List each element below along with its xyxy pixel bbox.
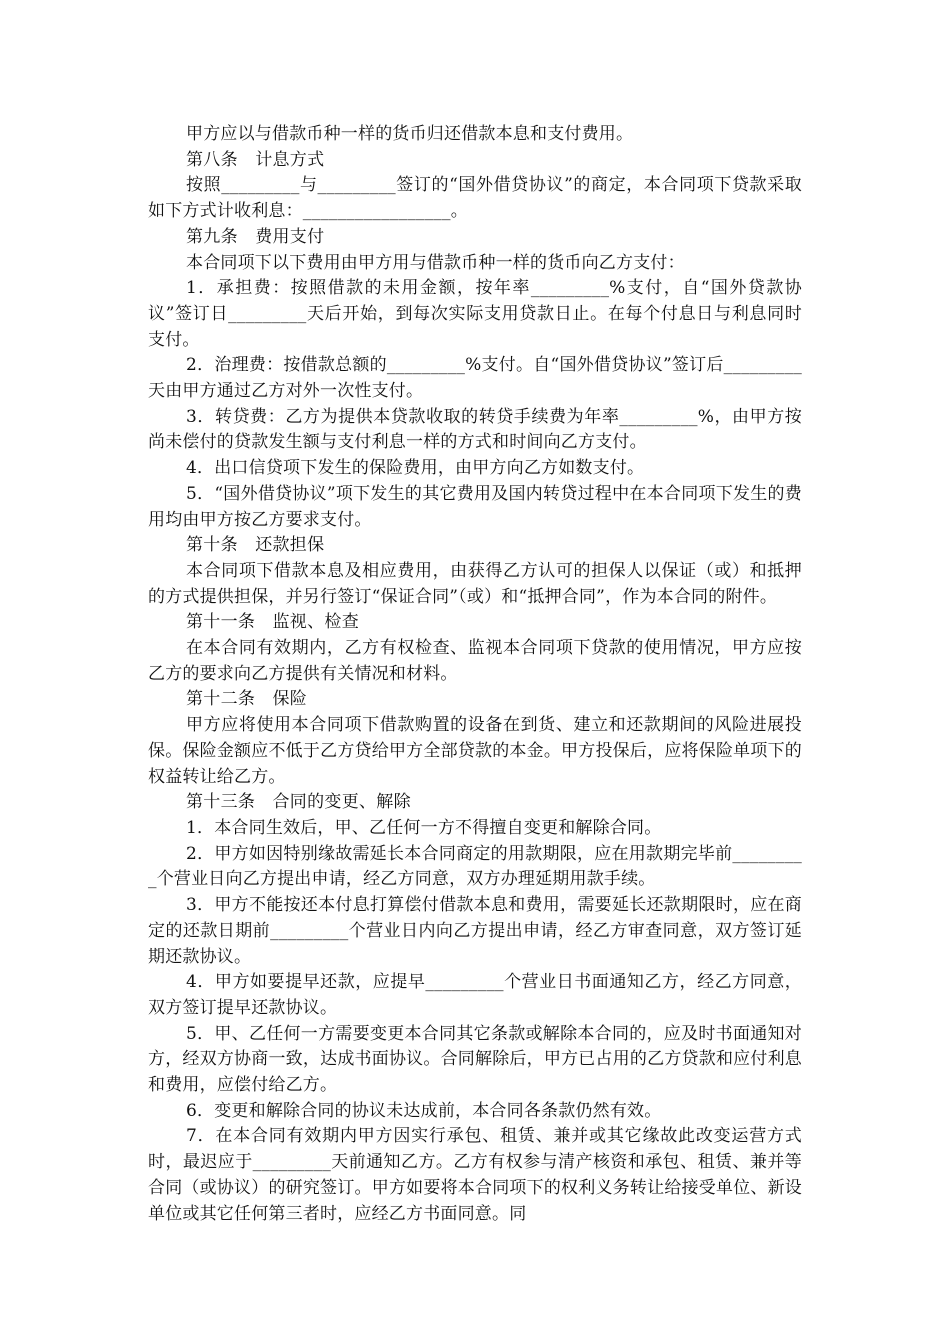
body-paragraph: 2．甲方如因特别缘故需延长本合同商定的用款期限，应在用款期完毕前_________个营业日向乙方提出申请，经乙方同意，双方办理延期用款手续。 bbox=[148, 843, 802, 890]
body-paragraph: 1．承担费：按照借款的未用金额，按年率_________%支付，自“国外贷款协议”签订日_________天后开始，到每次实际支用贷款日止。在每个付息日与利息同时支付。 bbox=[148, 278, 802, 350]
body-paragraph: 4．甲方如要提早还款，应提早_________个营业日书面通知乙方，经乙方同意，双方签订提早还款协议。 bbox=[148, 972, 802, 1018]
body-paragraph: 6．变更和解除合同的协议未达成前，本合同各条款仍然有效。 bbox=[186, 1100, 662, 1121]
article-heading: 第十一条 监视、检查 bbox=[186, 612, 359, 633]
body-paragraph: 甲方应以与借款币种一样的货币归还借款本息和支付费用。 bbox=[186, 124, 634, 144]
body-paragraph: 2．治理费：按借款总额的_________%支付。自“国外借贷协议”签订后_________天由甲方通过乙方对外一次性支付。 bbox=[148, 355, 802, 402]
body-paragraph: 5．甲、乙任何一方需要变更本合同其它条款或解除本合同的，应及时书面通知对方，经双方协商一致，达成书面协议。合同解除后，甲方已占用的乙方贷款和应付利息和费用，应偿付给乙方。 bbox=[148, 1023, 802, 1096]
article-heading: 第十二条 保险 bbox=[186, 689, 308, 710]
body-paragraph: 3．甲方不能按还本付息打算偿付借款本息和费用，需要延长还款期限时，应在商定的还款日期前_________个营业日内向乙方提出申请，经乙方审查同意，双方签订延期还款协议。 bbox=[148, 895, 802, 967]
body-paragraph: 1．本合同生效后，甲、乙任何一方不得擅自变更和解除合同。 bbox=[186, 817, 662, 838]
body-paragraph: 4．出口信贷项下发生的保险费用，由甲方向乙方如数支付。 bbox=[186, 458, 645, 479]
article-heading: 第九条 费用支付 bbox=[186, 226, 325, 247]
body-paragraph: 甲方应将使用本合同项下借款购置的设备在到货、建立和还款期间的风险进展投保。保险金额应不低于乙方贷给甲方全部贷款的本金。甲方投保后，应将保险单项下的权益转让给乙方。 bbox=[148, 715, 802, 787]
article-heading: 第十三条 合同的变更、解除 bbox=[186, 792, 411, 813]
body-paragraph: 5．“国外借贷协议”项下发生的其它费用及国内转贷过程中在本合同项下发生的费用均由甲方按乙方要求支付。 bbox=[148, 483, 802, 530]
body-paragraph: 3．转贷费：乙方为提供本贷款收取的转贷手续费为年率_________%，由甲方按尚未偿付的贷款发生额与支付利息一样的方式和时间向乙方支付。 bbox=[148, 406, 802, 453]
body-paragraph: 按照_________与_________签订的“国外借贷协议”的商定，本合同项下贷款采取如下方式计收利息：_________________。 bbox=[148, 175, 802, 222]
article-heading: 第十条 还款担保 bbox=[186, 535, 325, 556]
body-paragraph: 本合同项下借款本息及相应费用，由获得乙方认可的担保人以保证（或）和抵押的方式提供担保，并另行签订“保证合同”（或）和“抵押合同”，作为本合同的附件。 bbox=[148, 560, 802, 607]
body-paragraph: 在本合同有效期内，乙方有权检查、监视本合同项下贷款的使用情况，甲方应按乙方的要求向乙方提供有关情况和材料。 bbox=[148, 638, 802, 684]
body-paragraph: 7．在本合同有效期内甲方因实行承包、租赁、兼并或其它缘故此改变运营方式时，最迟应于_________天前通知乙方。乙方有权参与清产核资和承包、租赁、兼并等合同（或协议）的研究签订。甲方如要将本合同项下的权利义务转让给接受单位、新设单位或其它任何第三者时，应经乙方书面同意。同 bbox=[148, 1126, 802, 1224]
article-heading: 第八条 计息方式 bbox=[186, 149, 325, 170]
body-paragraph: 本合同项下以下费用由甲方用与借款币种一样的货币向乙方支付： bbox=[186, 252, 685, 273]
document-body bbox=[148, 122, 802, 1227]
